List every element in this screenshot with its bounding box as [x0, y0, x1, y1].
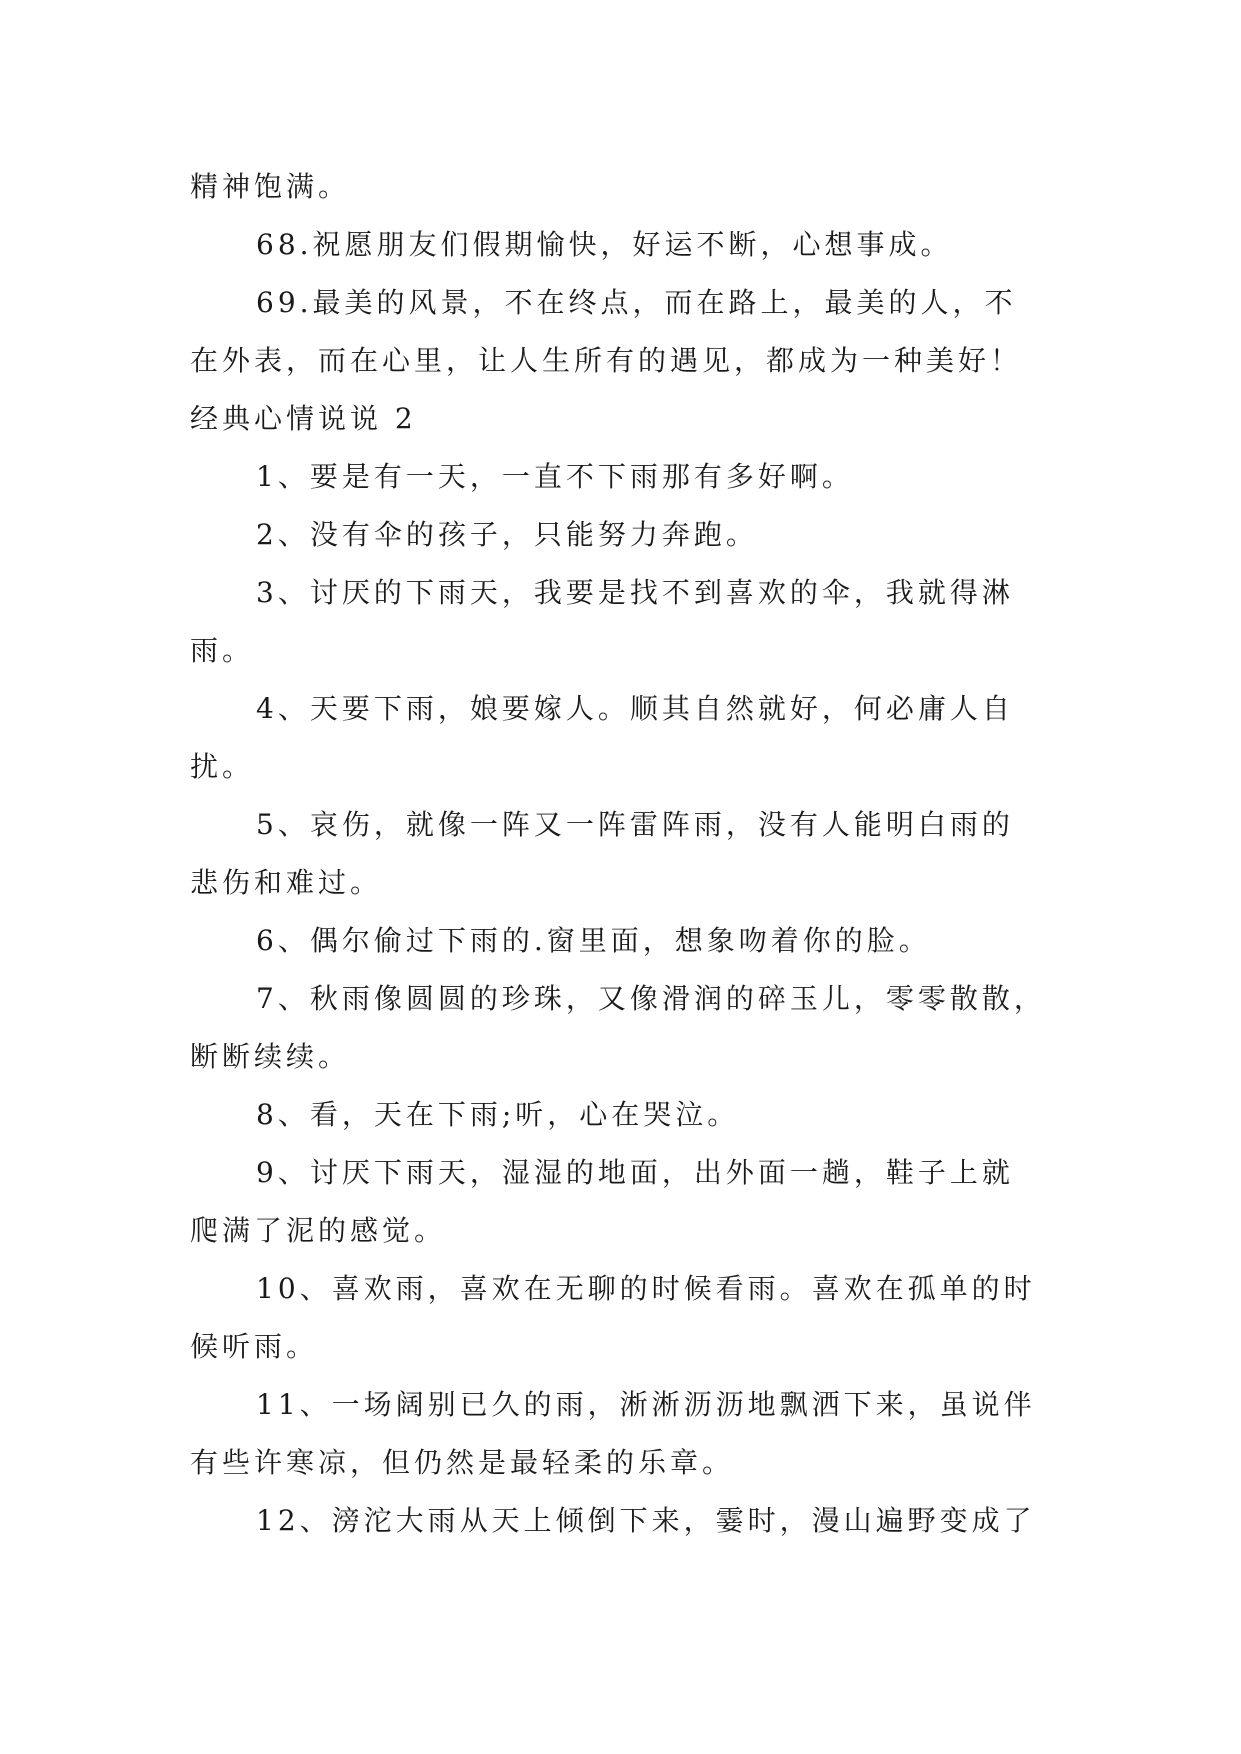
- text-line: 1、要是有一天，一直不下雨那有多好啊。: [256, 460, 854, 493]
- text-line: 扰。: [190, 750, 255, 783]
- text-line: 12、滂沱大雨从天上倾倒下来，霎时，漫山遍野变成了: [256, 1504, 1036, 1537]
- text-line: 8、看，天在下雨;听，心在哭泣。: [256, 1098, 740, 1131]
- text-line: 4、天要下雨，娘要嫁人。顺其自然就好，何必庸人自: [256, 692, 1014, 725]
- text-line: 5、哀伤，就像一阵又一阵雷阵雨，没有人能明白雨的: [256, 808, 1014, 841]
- text-line: 6、偶尔偷过下雨的.窗里面，想象吻着你的脸。: [256, 924, 931, 957]
- text-line: 11、一场阔别已久的雨，淅淅沥沥地飘洒下来，虽说伴: [256, 1388, 1036, 1421]
- text-line: 7、秋雨像圆圆的珍珠，又像滑润的碎玉儿，零零散散，: [256, 982, 1046, 1015]
- text-line: 69.最美的风景，不在终点，而在路上，最美的人，不: [256, 286, 1017, 319]
- document-body: [190, 158, 1060, 1550]
- text-line: 3、讨厌的下雨天，我要是找不到喜欢的伞，我就得淋: [256, 576, 1014, 609]
- text-line: 68.祝愿朋友们假期愉快，好运不断，心想事成。: [256, 228, 953, 261]
- text-line: 9、讨厌下雨天，湿湿的地面，出外面一趟，鞋子上就: [256, 1156, 1014, 1189]
- text-line: 10、喜欢雨，喜欢在无聊的时候看雨。喜欢在孤单的时: [256, 1272, 1036, 1305]
- text-line: 雨。: [190, 634, 255, 667]
- text-line: 候听雨。: [190, 1330, 319, 1363]
- text-line: 在外表，而在心里，让人生所有的遇见，都成为一种美好！: [190, 344, 1023, 377]
- section-heading: 经典心情说说 2: [190, 402, 417, 435]
- text-line: 2、没有伞的孩子，只能努力奔跑。: [256, 518, 758, 551]
- text-line: 精神饱满。: [190, 170, 351, 203]
- text-line: 悲伤和难过。: [190, 866, 383, 899]
- text-line: 断断续续。: [190, 1040, 351, 1073]
- text-line: 爬满了泥的感觉。: [190, 1214, 447, 1247]
- text-line: 有些许寒凉，但仍然是最轻柔的乐章。: [190, 1446, 735, 1479]
